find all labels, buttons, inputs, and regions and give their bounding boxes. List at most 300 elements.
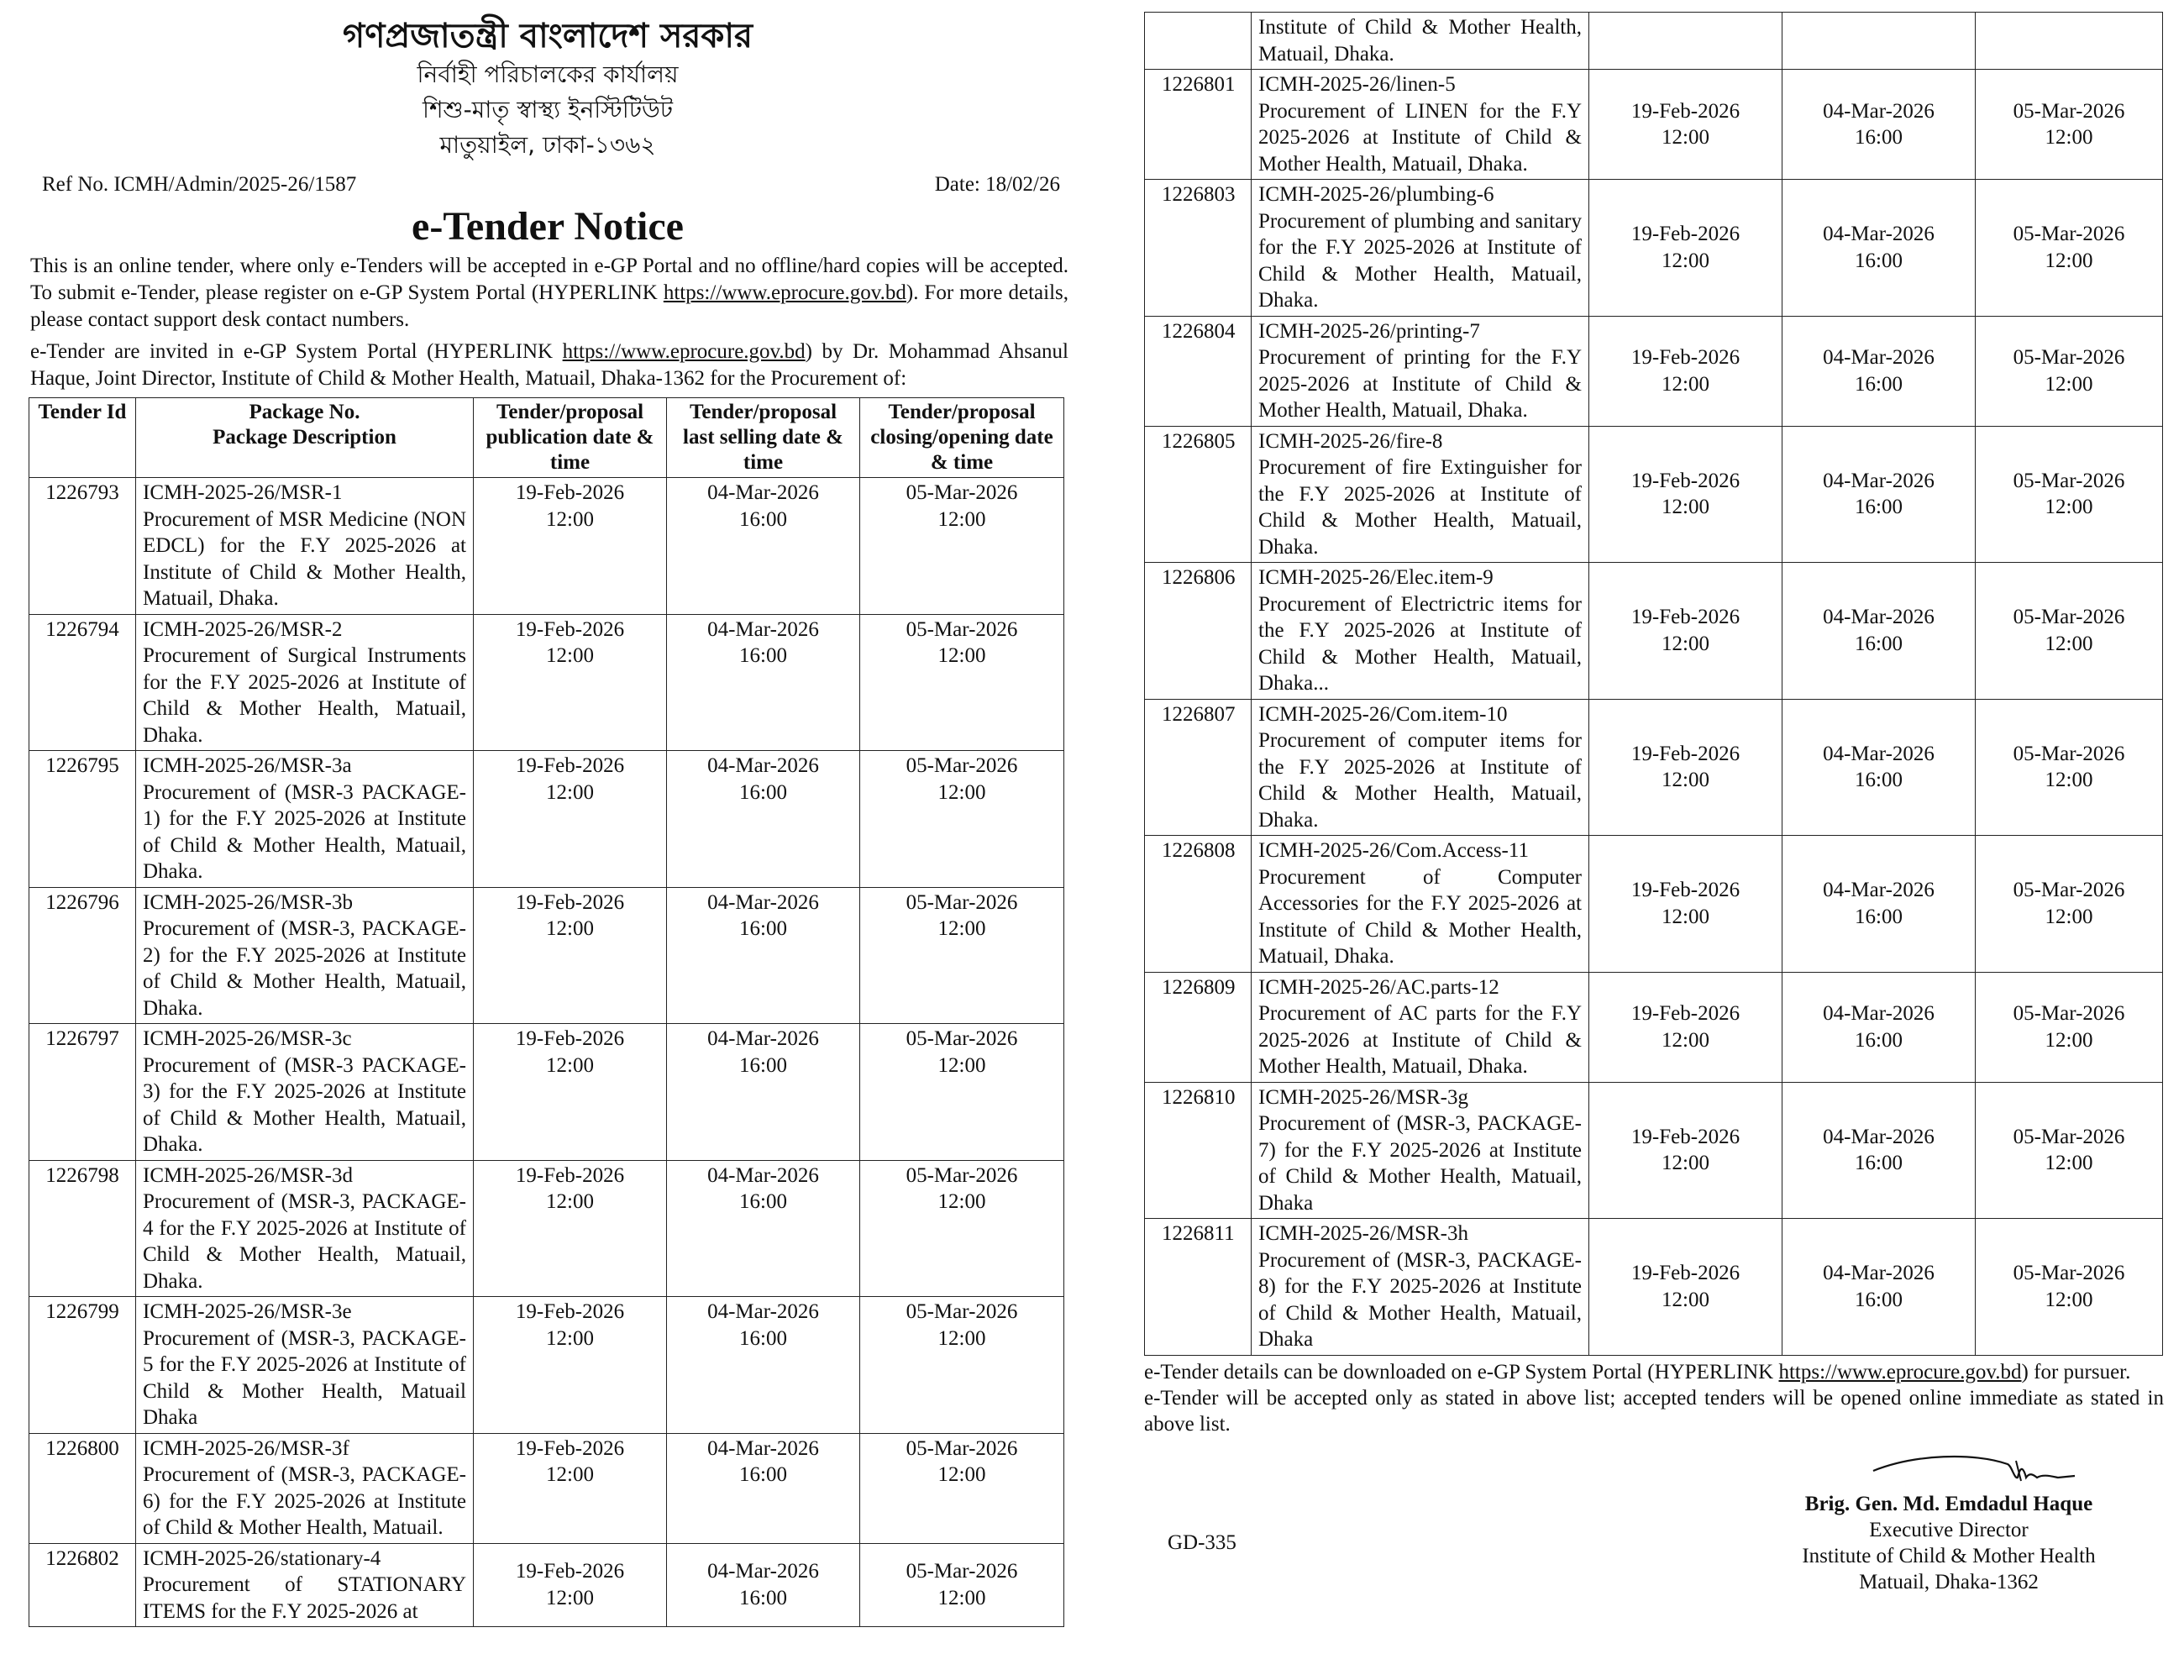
time-value: 12:00 [546, 1053, 594, 1077]
package-cell [136, 478, 474, 615]
table-row [29, 1543, 1064, 1627]
last-selling-date-cell [1782, 563, 1976, 700]
time-value: 16:00 [739, 507, 787, 531]
signatory-name: Brig. Gen. Md. Emdadul Haque [1804, 1492, 2093, 1515]
tender-id-cell [29, 614, 136, 751]
publication-date-cell [1589, 1219, 1782, 1356]
header-package-desc: Package Description [213, 426, 396, 449]
package-number: ICMH-2025-26/MSR-3b [143, 890, 354, 914]
table-row [1145, 316, 2163, 426]
time-value: 12:00 [937, 1463, 986, 1486]
last-selling-date-cell [667, 1543, 860, 1627]
tender-id-cell [1145, 316, 1252, 426]
time-value: 12:00 [546, 644, 594, 667]
time-value: 12:00 [1662, 496, 1709, 519]
package-number: ICMH-2025-26/Com.item-10 [1258, 702, 1508, 726]
package-cell [1252, 836, 1589, 973]
table-row [1145, 1082, 2163, 1219]
time-value: 12:00 [1662, 126, 1709, 149]
time-value: 12:00 [2045, 1028, 2093, 1052]
time-value: 12:00 [1662, 632, 1709, 655]
closing-date-cell [1976, 180, 2163, 317]
package-number: ICMH-2025-26/printing-7 [1258, 319, 1480, 343]
package-cell [1252, 13, 1589, 70]
package-number: ICMH-2025-26/MSR-3g [1258, 1085, 1469, 1109]
tender-id-cell [29, 1024, 136, 1161]
package-description: Institute of Child & Mother Health, Matuail, Dhaka. [1258, 16, 1582, 66]
time-value: 12:00 [2045, 1152, 2093, 1175]
package-cell [1252, 563, 1589, 700]
last-selling-date-cell [667, 887, 860, 1024]
publication-date-cell [1589, 563, 1782, 700]
header-package-no: Package No. [249, 401, 360, 423]
package-description: Procurement of Electrictric items for the F.Y 2025-2026 at Institute of Child & Mother Health, Matuail, Dhaka... [1258, 592, 1582, 695]
institute-address: মাতুয়াইল, ঢাকা-১৩৬২ [439, 131, 656, 159]
package-cell [136, 887, 474, 1024]
time-value: 12:00 [1662, 1288, 1709, 1311]
last-selling-date-cell [667, 478, 860, 615]
closing-date-cell [860, 1160, 1064, 1297]
tender-id: 1226802 [45, 1546, 119, 1570]
publication-date-cell [1589, 70, 1782, 180]
last-selling-date-cell [667, 1160, 860, 1297]
time-value: 12:00 [1662, 1028, 1709, 1052]
note-text: ) for pursuer. [2021, 1360, 2131, 1383]
last-selling-date-cell [1782, 13, 1976, 70]
tender-id: 1226794 [45, 617, 119, 641]
package-cell [1252, 1082, 1589, 1219]
time-value: 16:00 [739, 1053, 787, 1077]
closing-date-cell [860, 478, 1064, 615]
package-cell [1252, 316, 1589, 426]
package-description: Procurement of (MSR-3, PACKAGE-5 for the F.Y 2025-2026 at Institute of Child & Mother Health, Matuail Dhaka [143, 1326, 466, 1429]
date-value: 04-Mar-2026 [707, 617, 819, 641]
tender-id: 1226808 [1162, 839, 1236, 862]
closing-date-cell [860, 614, 1064, 751]
table-row [29, 478, 1064, 615]
closing-date-cell [1976, 699, 2163, 836]
package-number: ICMH-2025-26/Elec.item-9 [1258, 566, 1494, 589]
tender-id-cell [29, 1297, 136, 1434]
date-value: 19-Feb-2026 [515, 1163, 625, 1187]
date-value: 19-Feb-2026 [1630, 1125, 1740, 1148]
time-value: 12:00 [937, 1190, 986, 1213]
header-publication: Tender/proposal publication date & time [474, 398, 667, 478]
package-description: Procurement of fire Extinguisher for the F.Y 2025-2026 at Institute of Child & Mother Health, Matuail, Dhaka. [1258, 456, 1582, 559]
tender-id-cell [29, 751, 136, 888]
time-value: 16:00 [1855, 1152, 1903, 1175]
date-value: 04-Mar-2026 [707, 1560, 819, 1583]
acceptance-note: e-Tender will be accepted only as stated in above list; accepted tenders will be opened online immediate as stated in above list. [1144, 1386, 2164, 1436]
date-value: 19-Feb-2026 [515, 1027, 625, 1050]
eprocure-link[interactable]: https://www.eprocure.gov.bd [663, 281, 906, 304]
package-description: Procurement of MSR Medicine (NON EDCL) for the F.Y 2025-2026 at Institute of Child & Mother Health, Matuail, Dhaka. [143, 507, 466, 610]
tender-id: 1226811 [1162, 1222, 1235, 1245]
tender-id: 1226809 [1162, 975, 1236, 999]
intro-text: ). For more details, please contact support desk contact numbers. [30, 281, 1068, 331]
closing-date-cell [860, 1543, 1064, 1627]
publication-date-cell [1589, 699, 1782, 836]
package-description: Procurement of LINEN for the F.Y 2025-2026 at Institute of Child & Mother Health, Matuail, Dhaka. [1258, 99, 1582, 176]
publication-date-cell [474, 887, 667, 1024]
intro-paragraph-1 [30, 253, 1068, 333]
package-description: Procurement of computer items for the F.Y 2025-2026 at Institute of Child & Mother Health, Matuail, Dhaka. [1258, 729, 1582, 832]
date-value: 19-Feb-2026 [1630, 879, 1740, 902]
last-selling-date-cell [1782, 70, 1976, 180]
time-value: 12:00 [2045, 496, 2093, 519]
download-note [1144, 1359, 2164, 1385]
date-value: 05-Mar-2026 [2013, 1262, 2125, 1285]
date-value: 04-Mar-2026 [1823, 606, 1935, 629]
eprocure-link[interactable]: https://www.eprocure.gov.bd [562, 340, 806, 363]
last-selling-date-cell [1782, 426, 1976, 563]
time-value: 16:00 [1855, 126, 1903, 149]
date-value: 05-Mar-2026 [906, 1560, 1018, 1583]
last-selling-date-cell [1782, 1219, 1976, 1356]
package-number: ICMH-2025-26/fire-8 [1258, 429, 1443, 453]
date-value: 19-Feb-2026 [515, 1560, 625, 1583]
tender-id-cell [1145, 70, 1252, 180]
publication-date-cell [1589, 426, 1782, 563]
date-value: 05-Mar-2026 [2013, 223, 2125, 246]
last-selling-date-cell [667, 751, 860, 888]
tender-id-cell [29, 478, 136, 615]
date-value: 04-Mar-2026 [1823, 346, 1935, 369]
time-value: 12:00 [546, 917, 594, 940]
time-value: 16:00 [739, 1463, 787, 1486]
package-cell [136, 1543, 474, 1627]
date-value: 19-Feb-2026 [1630, 606, 1740, 629]
package-description: Procurement of (MSR-3, PACKAGE-2) for the F.Y 2025-2026 at Institute of Child & Mother Health, Matuail, Dhaka. [143, 917, 466, 1020]
time-value: 16:00 [1855, 769, 1903, 792]
reference-number: Ref No. ICMH/Admin/2025-26/1587 [42, 173, 357, 196]
date-value: 05-Mar-2026 [2013, 346, 2125, 369]
table-row [1145, 426, 2163, 563]
package-number: ICMH-2025-26/Com.Access-11 [1258, 839, 1529, 862]
note-text: e-Tender details can be downloaded on e-GP System Portal (HYPERLINK [1144, 1360, 1779, 1383]
time-value: 12:00 [2045, 372, 2093, 396]
date-value: 19-Feb-2026 [1630, 1262, 1740, 1285]
package-description: Procurement of (MSR-3 PACKAGE-1) for the F.Y 2025-2026 at Institute of Child & Mother Health, Matuail, Dhaka. [143, 780, 466, 883]
package-description: Procurement of printing for the F.Y 2025-2026 at Institute of Child & Mother Health, Matuail, Dhaka. [1258, 346, 1582, 422]
date-value: 19-Feb-2026 [1630, 223, 1740, 246]
tender-id: 1226807 [1162, 702, 1236, 726]
intro-paragraph-2 [30, 339, 1068, 392]
time-value: 16:00 [1855, 372, 1903, 396]
signature-image [1865, 1446, 2100, 1496]
closing-date-cell [1976, 972, 2163, 1082]
publication-date-cell [474, 1543, 667, 1627]
table-row [1145, 180, 2163, 317]
table-row [29, 887, 1064, 1024]
date-value: 04-Mar-2026 [1823, 1125, 1935, 1148]
intro-text: ) by Dr. Mohammad Ahsanul Haque, Joint Director, Institute of Child & Mother Health, Matuail, Dhaka-1362 for the Procurement of: [30, 340, 1068, 390]
date-value: 05-Mar-2026 [906, 890, 1018, 914]
time-value: 16:00 [1855, 496, 1903, 519]
tender-id: 1226801 [1162, 73, 1236, 96]
date-value: 19-Feb-2026 [515, 1436, 625, 1460]
date-value: 05-Mar-2026 [906, 1163, 1018, 1187]
package-description: Procurement of (MSR-3 PACKAGE-3) for the F.Y 2025-2026 at Institute of Child & Mother Health, Matuail, Dhaka. [143, 1053, 466, 1156]
package-number: ICMH-2025-26/MSR-1 [143, 481, 343, 504]
table-row [1145, 836, 2163, 973]
signatory [1764, 1491, 2134, 1595]
package-number: ICMH-2025-26/plumbing-6 [1258, 183, 1494, 206]
closing-date-cell [1976, 836, 2163, 973]
header-closing: Tender/proposal closing/opening date & time [860, 398, 1064, 478]
signature-block [1142, 1437, 2167, 1605]
date-value: 05-Mar-2026 [906, 617, 1018, 641]
closing-date-cell [860, 1024, 1064, 1161]
date-value: 05-Mar-2026 [2013, 606, 2125, 629]
date-value: 04-Mar-2026 [707, 890, 819, 914]
closing-date-cell [860, 751, 1064, 888]
package-cell [1252, 180, 1589, 317]
time-value: 16:00 [1855, 1288, 1903, 1311]
time-value: 16:00 [739, 780, 787, 804]
tender-id-cell [29, 1160, 136, 1297]
date-value: 05-Mar-2026 [906, 754, 1018, 777]
intro-text: This is an online tender, where only e-Tenders will be accepted in e-GP Portal and no offline/hard copies will be accepted. To submit e-Tender, please register on e-GP System Portal (HYPERLINK [30, 255, 1068, 304]
tender-id-cell [1145, 13, 1252, 70]
date-value: 05-Mar-2026 [906, 1027, 1018, 1050]
table-row [1145, 699, 2163, 836]
time-value: 16:00 [739, 917, 787, 940]
package-number: ICMH-2025-26/MSR-3a [143, 754, 352, 777]
date-value: 04-Mar-2026 [1823, 1002, 1935, 1025]
date-value: 19-Feb-2026 [515, 617, 625, 641]
table-row [29, 1160, 1064, 1297]
closing-date-cell [1976, 426, 2163, 563]
date-value: 19-Feb-2026 [1630, 346, 1740, 369]
time-value: 16:00 [739, 1586, 787, 1609]
package-number: ICMH-2025-26/stationary-4 [143, 1546, 381, 1570]
date-value: 04-Mar-2026 [707, 1027, 819, 1050]
last-selling-date-cell [1782, 699, 1976, 836]
header-last-selling: Tender/proposal last selling date & time [667, 398, 860, 478]
time-value: 12:00 [546, 1326, 594, 1350]
tender-id: 1226810 [1162, 1085, 1236, 1109]
table-row [29, 614, 1064, 751]
tender-id-cell [1145, 836, 1252, 973]
package-cell [136, 1297, 474, 1434]
time-value: 12:00 [2045, 126, 2093, 149]
date-value: 19-Feb-2026 [1630, 99, 1740, 123]
time-value: 12:00 [2045, 769, 2093, 792]
date-value: 04-Mar-2026 [707, 1163, 819, 1187]
time-value: 12:00 [937, 644, 986, 667]
reference-line [27, 173, 1068, 197]
package-description: Procurement of (MSR-3, PACKAGE-8) for the F.Y 2025-2026 at Institute of Child & Mother Health, Matuail, Dhaka [1258, 1248, 1582, 1351]
table-row [1145, 1219, 2163, 1356]
package-number: ICMH-2025-26/MSR-3f [143, 1436, 349, 1460]
date-value: 04-Mar-2026 [707, 481, 819, 504]
last-selling-date-cell [667, 1024, 860, 1161]
time-value: 12:00 [937, 1586, 986, 1609]
table-row [1145, 70, 2163, 180]
time-value: 12:00 [1662, 1152, 1709, 1175]
date-value: 05-Mar-2026 [2013, 1002, 2125, 1025]
tender-id-cell [1145, 1082, 1252, 1219]
package-cell [1252, 1219, 1589, 1356]
date-value: 04-Mar-2026 [707, 1300, 819, 1323]
tender-id: 1226805 [1162, 429, 1236, 453]
table-row [29, 751, 1064, 888]
tender-id: 1226799 [45, 1300, 119, 1323]
time-value: 16:00 [1855, 632, 1903, 655]
institute-name: শিশু-মাতৃ স্বাস্থ্য ইনস্টিটিউট [422, 96, 674, 123]
package-cell [136, 1160, 474, 1297]
date-value: 19-Feb-2026 [1630, 742, 1740, 765]
tender-id-cell [29, 887, 136, 1024]
tender-id-cell [1145, 180, 1252, 317]
time-value: 12:00 [937, 1326, 986, 1350]
date-value: 04-Mar-2026 [1823, 879, 1935, 902]
time-value: 16:00 [739, 1326, 787, 1350]
tender-rows [1145, 13, 2163, 1356]
tender-rows [29, 478, 1064, 1627]
time-value: 12:00 [546, 1190, 594, 1213]
office-name: নির্বাহী পরিচালকের কার্যালয় [417, 60, 679, 88]
date-value: 19-Feb-2026 [1630, 1002, 1740, 1025]
table-row [29, 1024, 1064, 1161]
package-description: Procurement of Surgical Instruments for the F.Y 2025-2026 at Institute of Child & Mother Health, Matuail, Dhaka. [143, 644, 466, 747]
time-value: 16:00 [1855, 905, 1903, 928]
date-value: 04-Mar-2026 [1823, 469, 1935, 492]
time-value: 12:00 [2045, 632, 2093, 655]
intro-text: e-Tender are invited in e-GP System Portal (HYPERLINK [30, 340, 563, 363]
table-row [1145, 563, 2163, 700]
date-value: 19-Feb-2026 [515, 481, 625, 504]
header-tender-id: Tender Id [29, 398, 136, 478]
time-value: 12:00 [2045, 1288, 2093, 1311]
date-value: 05-Mar-2026 [906, 1436, 1018, 1460]
table-row [29, 1433, 1064, 1543]
header-package [136, 398, 474, 478]
publication-date-cell [1589, 972, 1782, 1082]
package-number: ICMH-2025-26/AC.parts-12 [1258, 975, 1499, 999]
time-value: 12:00 [2045, 249, 2093, 272]
publication-date-cell [1589, 13, 1782, 70]
date-value: 04-Mar-2026 [1823, 1262, 1935, 1285]
package-description: Procurement of STATIONARY ITEMS for the F.Y 2025-2026 at [143, 1573, 466, 1623]
time-value: 16:00 [1855, 1028, 1903, 1052]
letterhead [27, 15, 1068, 163]
tender-table-right [1144, 12, 2163, 1356]
publication-date-cell [474, 751, 667, 888]
package-description: Procurement of (MSR-3, PACKAGE-6) for the F.Y 2025-2026 at Institute of Child & Mother Health, Matuail. [143, 1463, 466, 1539]
right-column [1142, 12, 2167, 1605]
tender-id: 1226793 [45, 481, 119, 504]
time-value: 12:00 [937, 917, 986, 940]
package-description: Procurement of plumbing and sanitary for the F.Y 2025-2026 at Institute of Child & Mother Health, Matuail, Dhaka. [1258, 209, 1582, 312]
time-value: 12:00 [546, 1586, 594, 1609]
left-column [27, 0, 1068, 1627]
table-header-row [29, 398, 1064, 478]
publication-date-cell [474, 1160, 667, 1297]
time-value: 12:00 [546, 780, 594, 804]
publication-date-cell [1589, 1082, 1782, 1219]
time-value: 12:00 [1662, 905, 1709, 928]
signatory-location: Matuail, Dhaka-1362 [1859, 1570, 2039, 1593]
date-value: 19-Feb-2026 [1630, 469, 1740, 492]
publication-date-cell [1589, 316, 1782, 426]
time-value: 16:00 [1855, 249, 1903, 272]
publication-date-cell [474, 1433, 667, 1543]
last-selling-date-cell [1782, 316, 1976, 426]
closing-date-cell [1976, 563, 2163, 700]
closing-date-cell [1976, 1082, 2163, 1219]
publication-date-cell [1589, 180, 1782, 317]
date-value: 05-Mar-2026 [906, 1300, 1018, 1323]
tender-id-cell [1145, 1219, 1252, 1356]
package-number: ICMH-2025-26/MSR-2 [143, 617, 343, 641]
last-selling-date-cell [667, 1297, 860, 1434]
package-number: ICMH-2025-26/MSR-3h [1258, 1222, 1469, 1245]
package-number: ICMH-2025-26/linen-5 [1258, 73, 1456, 96]
tender-table-left [29, 397, 1064, 1627]
package-description: Procurement of Computer Accessories for the F.Y 2025-2026 at Institute of Child & Mother Health, Matuail, Dhaka. [1258, 865, 1582, 968]
date-value: 04-Mar-2026 [707, 1436, 819, 1460]
time-value: 12:00 [1662, 372, 1709, 396]
notice-date: Date: 18/02/26 [934, 173, 1060, 196]
date-value: 04-Mar-2026 [707, 754, 819, 777]
gd-number: GD-335 [1168, 1530, 1236, 1554]
table-row [1145, 13, 2163, 70]
tender-id-cell [1145, 972, 1252, 1082]
table-row [29, 1297, 1064, 1434]
closing-date-cell [1976, 316, 2163, 426]
package-cell [136, 1433, 474, 1543]
package-cell [136, 751, 474, 888]
government-name: গণপ্রজাতন্ত্রী বাংলাদেশ সরকার [343, 17, 753, 55]
last-selling-date-cell [667, 1433, 860, 1543]
time-value: 12:00 [937, 507, 986, 531]
package-cell [136, 614, 474, 751]
tender-id-cell [1145, 563, 1252, 700]
closing-date-cell [860, 887, 1064, 1024]
publication-date-cell [1589, 836, 1782, 973]
eprocure-link[interactable]: https://www.eprocure.gov.bd [1778, 1360, 2022, 1383]
time-value: 12:00 [2045, 905, 2093, 928]
tender-id: 1226798 [45, 1163, 119, 1187]
last-selling-date-cell [667, 614, 860, 751]
package-number: ICMH-2025-26/MSR-3c [143, 1027, 352, 1050]
time-value: 12:00 [1662, 249, 1709, 272]
date-value: 05-Mar-2026 [2013, 742, 2125, 765]
package-cell [136, 1024, 474, 1161]
closing-date-cell [1976, 70, 2163, 180]
package-description: Procurement of (MSR-3, PACKAGE-4 for the F.Y 2025-2026 at Institute of Child & Mother Health, Matuail, Dhaka. [143, 1190, 466, 1293]
date-value: 04-Mar-2026 [1823, 742, 1935, 765]
tender-id-cell [29, 1543, 136, 1627]
package-description: Procurement of (MSR-3, PACKAGE-7) for the F.Y 2025-2026 at Institute of Child & Mother Health, Matuail, Dhaka [1258, 1112, 1582, 1215]
date-value: 05-Mar-2026 [2013, 469, 2125, 492]
tender-id: 1226797 [45, 1027, 119, 1050]
time-value: 12:00 [1662, 769, 1709, 792]
closing-date-cell [860, 1297, 1064, 1434]
signatory-organization: Institute of Child & Mother Health [1802, 1544, 2096, 1567]
last-selling-date-cell [1782, 1082, 1976, 1219]
date-value: 19-Feb-2026 [515, 754, 625, 777]
tender-id: 1226806 [1162, 566, 1236, 589]
date-value: 05-Mar-2026 [2013, 1125, 2125, 1148]
tender-id-cell [29, 1433, 136, 1543]
date-value: 04-Mar-2026 [1823, 99, 1935, 123]
tender-id: 1226796 [45, 890, 119, 914]
time-value: 12:00 [937, 1053, 986, 1077]
package-number: ICMH-2025-26/MSR-3d [143, 1163, 354, 1187]
